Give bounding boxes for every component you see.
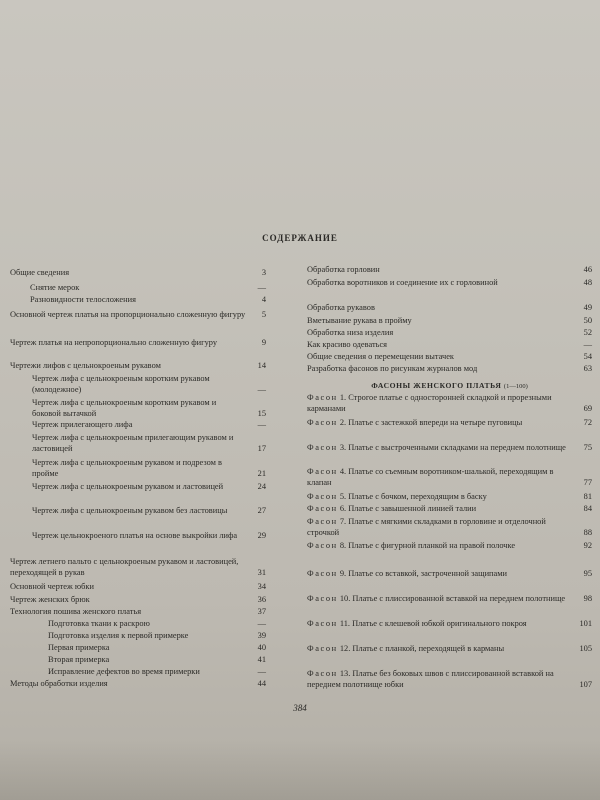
toc-entry-page: 54	[583, 352, 592, 361]
toc-entry	[48, 655, 266, 666]
toc-entry-text: Вметывание рукава в пройму	[307, 316, 412, 325]
toc-entry-page: 75	[583, 443, 592, 452]
toc-entry	[48, 667, 266, 678]
toc-entry-text: Технология пошива женского платья	[10, 607, 142, 616]
toc-entry-page: 48	[583, 278, 592, 287]
section-title: ФАСОНЫ ЖЕНСКОГО ПЛАТЬЯ	[371, 381, 502, 390]
toc-entry-page: 36	[257, 595, 266, 604]
toc-entry-page: —	[257, 283, 266, 292]
toc-entry-page: 44	[257, 679, 266, 688]
toc-entry	[10, 268, 266, 279]
toc-entry	[307, 393, 592, 414]
toc-entry	[48, 631, 266, 642]
toc-entry	[10, 607, 266, 618]
toc-entry-text: Как красиво одеваться	[307, 340, 388, 349]
toc-entry-page: 98	[583, 594, 592, 603]
toc-entry-page: 95	[583, 569, 592, 578]
toc-entry-page: 9	[261, 338, 266, 347]
toc-entry	[48, 619, 266, 630]
toc-entry-text: Фасон 2. Платье с застежкой впереди на четыре пуговицы	[307, 418, 523, 427]
fason-label: Фасон	[307, 504, 338, 513]
toc-entry	[32, 531, 266, 542]
toc-entry-text: Основной чертеж юбки	[10, 582, 94, 591]
toc-entry	[307, 352, 592, 363]
toc-entry	[307, 364, 592, 375]
toc-entry-text: Фасон 10. Платье с плиссированной вставкой на переднем полотнище	[307, 594, 566, 603]
toc-entry-text: Чертежи лифов с цельнокроеным рукавом	[10, 361, 161, 370]
toc-entry-page: 46	[583, 265, 592, 274]
toc-entry-text: Обработка воротников и соединение их с горловиной	[307, 278, 498, 287]
toc-entry-page: 52	[583, 328, 592, 337]
fason-label: Фасон	[307, 569, 338, 578]
toc-entry-text: Чертеж цельнокроеного платья на основе выкройки лифа	[32, 531, 238, 540]
toc-entry-page: 88	[583, 527, 592, 537]
toc-entry-page: 31	[257, 567, 266, 577]
toc-entry-page: 92	[583, 541, 592, 550]
toc-entry-page: 15	[257, 408, 266, 418]
toc-entry-page: 14	[257, 361, 266, 370]
fason-label: Фасон	[307, 418, 338, 427]
toc-entry-text: Обработка рукавов	[307, 303, 375, 312]
toc-entry	[307, 541, 592, 552]
toc-entry	[48, 643, 266, 654]
toc-entry	[32, 420, 266, 431]
section-range: (1—100)	[503, 383, 528, 390]
toc-entry-page: —	[583, 340, 592, 349]
toc-entry-page: 34	[257, 582, 266, 591]
toc-entry-text: Обработка горловин	[307, 265, 380, 274]
toc-entry	[10, 338, 266, 349]
toc-entry-page: 49	[583, 303, 592, 312]
toc-entry-text: Вторая примерка	[48, 655, 110, 664]
fason-label: Фасон	[307, 669, 338, 678]
toc-entry	[32, 374, 266, 395]
toc-entry-text: Фасон 13. Платье без боковых швов с плиссированной вставкой на переднем полотнище юбки	[307, 669, 554, 689]
toc-entry	[307, 467, 592, 488]
toc-entry-text: Фасон 7. Платье с мягкими складками в горловине и отделочной строчкой	[307, 517, 546, 537]
toc-entry-page: 17	[257, 443, 266, 453]
toc-entry	[307, 418, 592, 429]
toc-entry	[307, 492, 592, 503]
toc-entry	[10, 557, 266, 578]
toc-entry	[32, 398, 266, 419]
toc-entry-text: Фасон 11. Платье с клешевой юбкой оригинального покроя	[307, 619, 527, 628]
toc-entry	[307, 644, 592, 655]
toc-entry-page: 77	[583, 477, 592, 487]
toc-entry-text: Подготовка ткани к раскрою	[48, 619, 150, 628]
toc-entry-text: Обработка низа изделия	[307, 328, 394, 337]
fason-label: Фасон	[307, 594, 338, 603]
toc-entry-page: 27	[257, 506, 266, 515]
fason-label: Фасон	[307, 393, 338, 402]
toc-entry-page: 3	[261, 268, 266, 277]
toc-entry-text: Общие сведения о перемещении вытачек	[307, 352, 454, 361]
toc-entry-text: Основной чертеж платья на пропорционально сложенную фигуру	[10, 310, 246, 319]
toc-entry-text: Чертеж платья на непропорционально сложенную фигуру	[10, 338, 218, 347]
toc-entry-text: Фасон 3. Платье с выстроченными складками на переднем полотнище	[307, 443, 566, 452]
toc-entry-text: Снятие мерок	[30, 283, 80, 292]
toc-entry-text: Фасон 1. Строгое платье с односторонней складкой и прорезными карманами	[307, 393, 552, 413]
toc-entry-text: Чертеж лифа с цельнокроеным прилегающим рукавом и ластовицей	[32, 433, 234, 453]
toc-entry-page: 84	[583, 504, 592, 513]
toc-entry	[10, 679, 266, 690]
toc-entry-text: Фасон 9. Платье со вставкой, застроченной защипами	[307, 569, 508, 578]
section-heading	[307, 381, 592, 390]
toc-entry-text: Чертеж лифа с цельнокроеным рукавом и подрезом в пройме	[32, 458, 222, 478]
toc-entry-page: 29	[257, 531, 266, 540]
toc-entry	[307, 619, 592, 630]
toc-entry	[307, 443, 592, 454]
toc-entry-page: —	[257, 420, 266, 429]
toc-entry-page: 39	[257, 631, 266, 640]
toc-entry	[30, 295, 266, 306]
toc-entry	[32, 506, 266, 517]
toc-entry-text: Общие сведения	[10, 268, 70, 277]
toc-entry-text: Фасон 8. Платье с фигурной планкой на правой полочке	[307, 541, 516, 550]
toc-entry-text: Исправление дефектов во время примерки	[48, 667, 200, 676]
toc-entry-text: Чертеж прилегающего лифа	[32, 420, 133, 429]
toc-entry-page: 69	[583, 403, 592, 413]
toc-entry-page: 101	[579, 619, 592, 628]
page-shadow	[0, 740, 600, 800]
toc-entry-page: 63	[583, 364, 592, 373]
toc-entry-text: Чертеж женских брюк	[10, 595, 90, 604]
toc-entry-page: —	[257, 384, 266, 394]
toc-entry-page: 107	[579, 679, 592, 689]
toc-entry-text: Чертеж летнего пальто с цельнокроеным рукавом и ластовицей, переходящей в рукав	[10, 557, 239, 577]
toc-entry	[10, 310, 266, 321]
toc-entry-page: 37	[257, 607, 266, 616]
toc-entry-page: 24	[257, 482, 266, 491]
toc-entry-page: —	[257, 667, 266, 676]
toc-entry	[10, 582, 266, 593]
toc-entry-text: Разработка фасонов по рисункам журналов мод	[307, 364, 478, 373]
toc-entry-page: 105	[579, 644, 592, 653]
toc-entry-text: Чертеж лифа с цельнокроеным коротким рукавом и боковой вытачкой	[32, 398, 217, 418]
toc-entry-text: Чертеж лифа с цельнокроеным рукавом без ластовицы	[32, 506, 228, 515]
fason-label: Фасон	[307, 443, 338, 452]
toc-entry-page: 72	[583, 418, 592, 427]
fason-label: Фасон	[307, 517, 338, 526]
toc-entry	[307, 316, 592, 327]
toc-entry-page: —	[257, 619, 266, 628]
toc-entry-text: Методы обработки изделия	[10, 679, 108, 688]
toc-entry-page: 50	[583, 316, 592, 325]
toc-entry	[32, 458, 266, 479]
toc-entry	[307, 569, 592, 580]
toc-entry	[307, 278, 592, 289]
toc-entry-text: Подготовка изделия к первой примерке	[48, 631, 189, 640]
page-number: 384	[293, 703, 307, 713]
toc-entry	[307, 303, 592, 314]
toc-entry-text: Первая примерка	[48, 643, 110, 652]
toc-entry	[307, 504, 592, 515]
toc-entry	[307, 669, 592, 690]
toc-entry	[10, 361, 266, 372]
page-title: СОДЕРЖАНИЕ	[262, 233, 338, 243]
fason-label: Фасон	[307, 492, 338, 501]
toc-entry-text: Фасон 12. Платье с планкой, переходящей в карманы	[307, 644, 505, 653]
toc-entry-page: 41	[257, 655, 266, 664]
toc-entry-text: Чертеж лифа с цельнокроеным рукавом и ластовицей	[32, 482, 224, 491]
toc-entry-text: Фасон 4. Платье со съемным воротником-шалькой, переходящим в клапан	[307, 467, 554, 487]
toc-entry-text: Фасон 5. Платье с бочком, переходящим в баску	[307, 492, 487, 501]
fason-label: Фасон	[307, 644, 338, 653]
toc-entry	[307, 340, 592, 351]
toc-entry-text: Разновидности телосложения	[30, 295, 136, 304]
toc-entry-text: Фасон 6. Платье с завышенной линией талии	[307, 504, 477, 513]
toc-entry-page: 40	[257, 643, 266, 652]
toc-entry-page: 81	[583, 492, 592, 501]
fason-label: Фасон	[307, 467, 338, 476]
toc-entry	[30, 283, 266, 294]
toc-entry	[32, 433, 266, 454]
toc-entry-page: 4	[261, 295, 266, 304]
toc-entry	[307, 265, 592, 276]
toc-entry	[10, 595, 266, 606]
fason-label: Фасон	[307, 619, 338, 628]
toc-entry-text: Чертеж лифа с цельнокроеным коротким рукавом (молодежное)	[32, 374, 210, 394]
fason-label: Фасон	[307, 541, 338, 550]
toc-entry	[307, 517, 592, 538]
toc-entry	[307, 594, 592, 605]
toc-entry	[32, 482, 266, 493]
toc-entry-page: 21	[257, 468, 266, 478]
toc-entry-page: 5	[261, 310, 266, 319]
toc-entry	[307, 328, 592, 339]
